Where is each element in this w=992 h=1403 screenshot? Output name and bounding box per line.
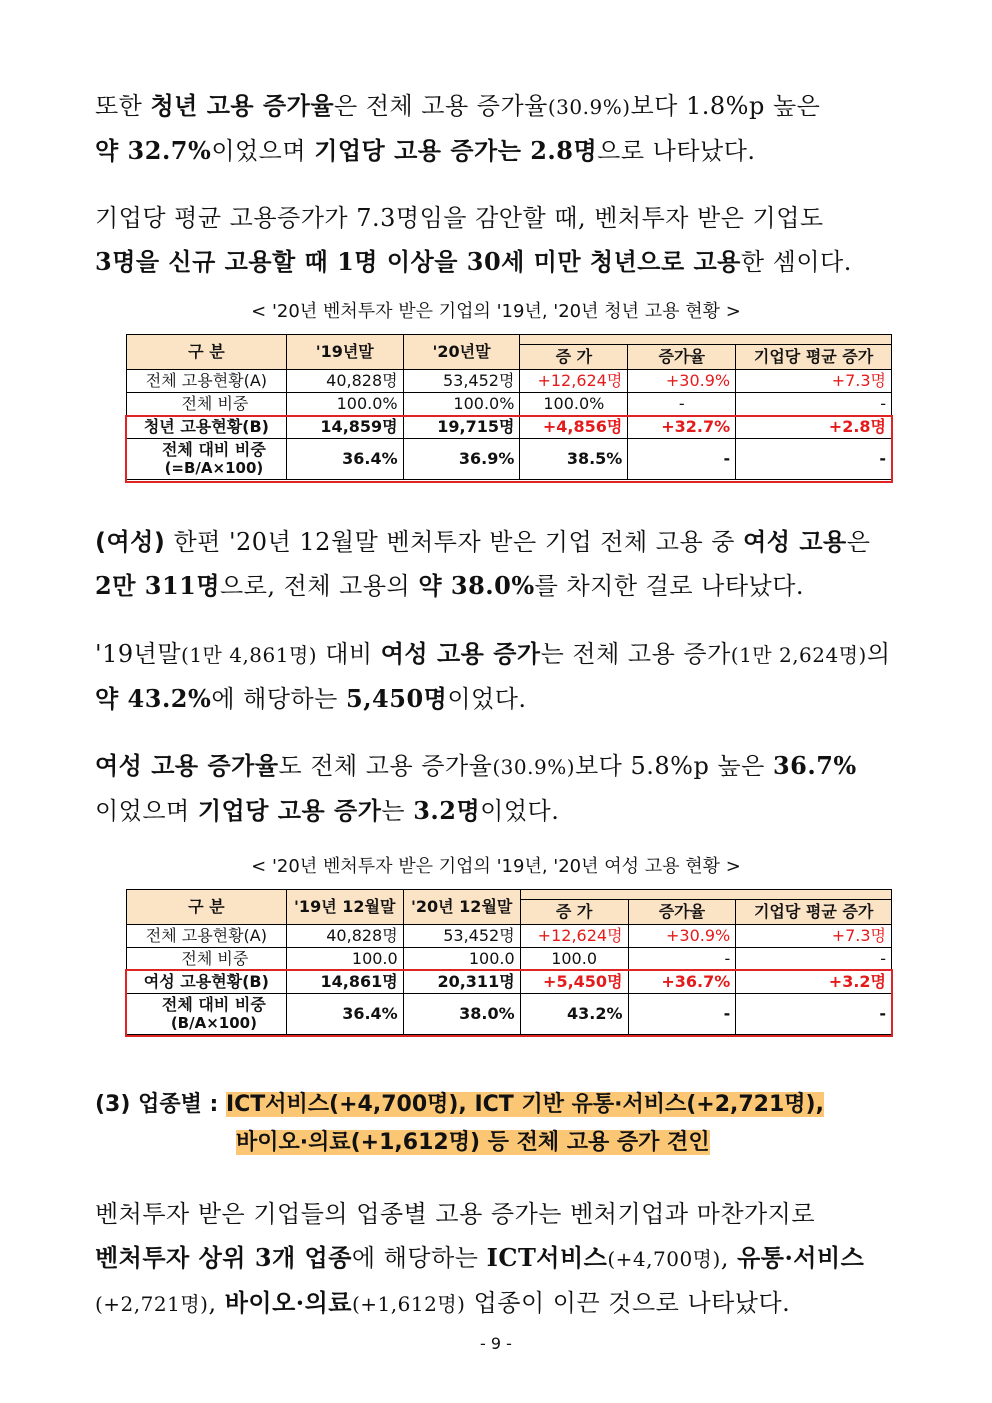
table2-caption: < '20년 벤처투자 받은 기업의 '19년, '20년 여성 고용 현황 > (251, 856, 741, 877)
cell: 14,859명 (286, 416, 403, 439)
header-category: 구 분 (127, 890, 287, 925)
paragraph-female-rate (95, 744, 897, 833)
cell: 53,452명 (403, 925, 520, 948)
cell: 40,828명 (286, 370, 403, 393)
header-col: 증 가 (520, 344, 628, 369)
section-highlight: 바이오·의료(+1,612명) 등 전체 고용 증가 견인 (236, 1130, 710, 1155)
header-col: 기업당 평균 증가 (736, 344, 892, 369)
cell: 청년 고용현황(B) (127, 416, 287, 439)
cell: 100.0% (286, 393, 403, 416)
cell-line: (B/A×100) (170, 1014, 257, 1032)
paragraph-female-increase (95, 632, 897, 721)
cell: 38.0% (403, 994, 520, 1035)
cell: 100.0 (403, 948, 520, 971)
cell: 38.5% (520, 439, 628, 480)
table1-caption: < '20년 벤처투자 받은 기업의 '19년, '20년 청년 고용 현황 > (251, 301, 741, 322)
cell: 40,828명 (286, 925, 403, 948)
table-row (127, 948, 892, 971)
header-col: '20년 12월말 (403, 890, 520, 925)
cell: - (628, 439, 736, 480)
cell: +30.9% (628, 370, 736, 393)
cell: +2.8명 (736, 416, 892, 439)
header-col: 증 가 (520, 899, 628, 924)
cell: +12,624명 (520, 925, 628, 948)
line: 2만 311명으로, 전체 고용의 약 38.0%를 차지한 걸로 나타났다. (95, 571, 805, 600)
line: 벤처투자 받은 기업들의 업종별 고용 증가는 벤처기업과 마찬가지로 (95, 1200, 816, 1228)
header-col: '19년말 (286, 335, 403, 370)
table-row (127, 416, 892, 439)
table-row (127, 439, 892, 480)
line: 이었으며 기업당 고용 증가는 3.2명이었다. (95, 796, 560, 825)
line: 기업당 평균 고용증가가 7.3명임을 감안할 때, 벤처투자 받은 기업도 (95, 204, 824, 232)
paragraph-industry (95, 1192, 897, 1326)
cell: 36.4% (286, 994, 403, 1035)
line: 3명을 신규 고용할 때 1명 이상을 30세 미만 청년으로 고용한 셈이다. (95, 247, 852, 276)
cell: 53,452명 (403, 370, 520, 393)
header-category: 구 분 (127, 335, 287, 370)
line: (여성) 한편 '20년 12월말 벤처투자 받은 기업 전체 고용 중 여성 고용은 (95, 527, 871, 556)
cell-line: 전체 대비 비중 (161, 440, 266, 459)
table-row (127, 971, 892, 994)
paragraph-youth-rate (95, 84, 897, 173)
cell (127, 994, 287, 1035)
cell: +3.2명 (736, 971, 892, 994)
header-col: 기업당 평균 증가 (736, 899, 892, 924)
section-heading (95, 1085, 824, 1125)
cell: - (736, 994, 892, 1035)
cell: 19,715명 (403, 416, 520, 439)
header-spacer (520, 890, 891, 900)
cell: 전체 비중 (127, 393, 287, 416)
table-row (127, 925, 892, 948)
cell: 100.0 (520, 948, 628, 971)
cell (127, 439, 287, 480)
cell: +5,450명 (520, 971, 628, 994)
cell: - (736, 948, 892, 971)
paragraph-female-share (95, 520, 897, 608)
line: '19년말(1만 4,861명) 대비 여성 고용 증가는 전체 고용 증가(1만 2,624명)의 (95, 639, 891, 668)
cell: - (628, 994, 736, 1035)
cell: 36.9% (403, 439, 520, 480)
cell: 100.0% (403, 393, 520, 416)
table-row (127, 370, 892, 393)
cell: +4,856명 (520, 416, 628, 439)
cell: 전체 비중 (127, 948, 287, 971)
cell: 전체 고용현황(A) (127, 925, 287, 948)
section-highlight: ICT서비스(+4,700명), ICT 기반 유통·서비스(+2,721명), (225, 1092, 824, 1117)
header-col: '20년말 (403, 335, 520, 370)
cell: +30.9% (628, 925, 736, 948)
cell: - (628, 948, 736, 971)
cell: +7.3명 (736, 370, 892, 393)
header-col: '19년 12월말 (286, 890, 403, 925)
line: 또한 청년 고용 증가율은 전체 고용 증가율(30.9%)보다 1.8%p 높은 (95, 91, 821, 120)
cell: - (628, 393, 736, 416)
cell: 20,311명 (403, 971, 520, 994)
female-employment-table (126, 889, 892, 1035)
cell-line: 전체 대비 비중 (161, 995, 266, 1014)
line: (+2,721명), 바이오·의료(+1,612명) 업종이 이끈 것으로 나타났다. (95, 1288, 791, 1317)
cell: - (736, 393, 892, 416)
line: 약 32.7%이었으며 기업당 고용 증가는 2.8명으로 나타났다. (95, 136, 756, 165)
header-col: 증가율 (628, 344, 736, 369)
header-spacer (520, 335, 892, 345)
header-col: 증가율 (628, 899, 736, 924)
section-label: (3) 업종별 : (95, 1092, 226, 1117)
line: 약 43.2%에 해당하는 5,450명이었다. (95, 684, 527, 713)
cell: 14,861명 (286, 971, 403, 994)
cell: 36.4% (286, 439, 403, 480)
cell: +12,624명 (520, 370, 628, 393)
table-header-row (127, 890, 892, 900)
cell: 43.2% (520, 994, 628, 1035)
table-row (127, 994, 892, 1035)
youth-employment-table (126, 334, 892, 480)
cell: +36.7% (628, 971, 736, 994)
table-row (127, 393, 892, 416)
line: 여성 고용 증가율도 전체 고용 증가율(30.9%)보다 5.8%p 높은 36.7% (95, 751, 857, 780)
cell-line: (=B/A×100) (164, 459, 264, 477)
table-header-row (127, 335, 892, 345)
page-number: - 9 - (480, 1334, 512, 1353)
cell: +32.7% (628, 416, 736, 439)
paragraph-youth-hiring (95, 196, 897, 284)
cell: +7.3명 (736, 925, 892, 948)
section-heading-line2 (236, 1123, 710, 1163)
cell: 100.0% (520, 393, 628, 416)
cell: 100.0 (286, 948, 403, 971)
cell: - (736, 439, 892, 480)
cell: 전체 고용현황(A) (127, 370, 287, 393)
cell: 여성 고용현황(B) (127, 971, 287, 994)
line: 벤처투자 상위 3개 업종에 해당하는 ICT서비스(+4,700명), 유통·서비스 (95, 1243, 865, 1272)
